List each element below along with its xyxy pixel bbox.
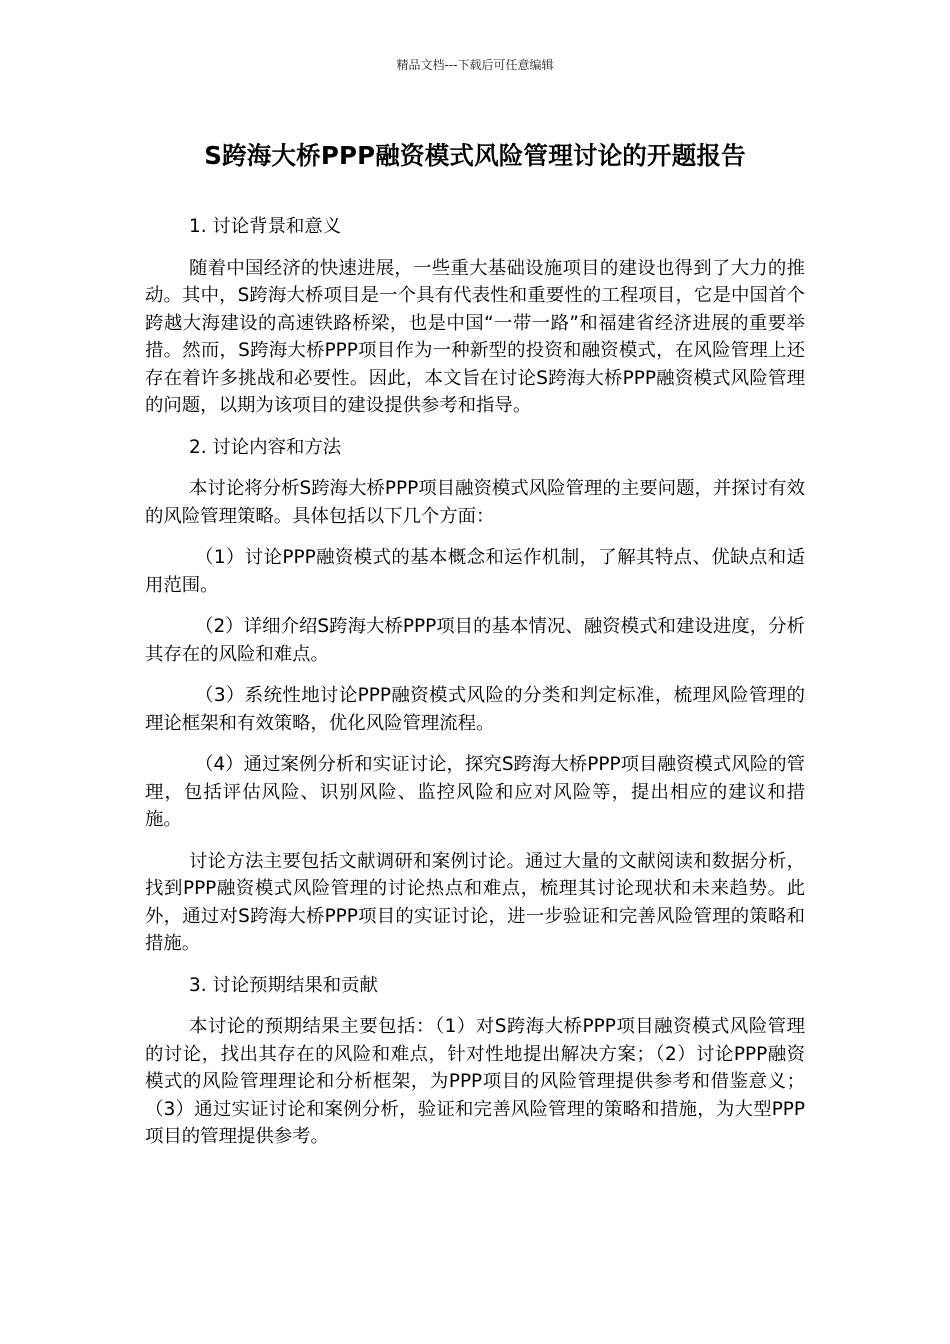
section-1-heading: 1. 讨论背景和意义 bbox=[189, 216, 342, 237]
section-2-item-4: （4）通过案例分析和实证讨论，探究S跨海大桥PPP项目融资模式风险的管理，包括评估风险、识别风险、监控风险和应对风险等，提出相应的建议和措施。 bbox=[145, 754, 805, 830]
section-3-paragraph: 本讨论的预期结果主要包括：（1）对S跨海大桥PPP项目融资模式风险管理的讨论，找出其存在的风险和难点，针对性地提出解决方案；（2）讨论PPP融资模式的风险管理理论和分析框架，为PPP项目的风险管理提供参考和借鉴意义；（3）通过实证讨论和案例分析，验证和完善风险管理的策略和措施，为大型PPP项目的管理提供参考。 bbox=[145, 1016, 805, 1147]
document-body bbox=[145, 213, 805, 1165]
section-3-heading: 3. 讨论预期结果和贡献 bbox=[189, 974, 378, 996]
section-2-item-1: （1）讨论PPP融资模式的基本概念和运作机制，了解其特点、优缺点和适用范围。 bbox=[145, 547, 805, 596]
document-title: S跨海大桥PPP融资模式风险管理讨论的开题报告 bbox=[204, 141, 746, 170]
section-2-item-3: （3）系统性地讨论PPP融资模式风险的分类和判定标准，梳理风险管理的理论框架和有效策略，优化风险管理流程。 bbox=[145, 685, 805, 734]
section-2-closing: 讨论方法主要包括文献调研和案例讨论。通过大量的文献阅读和数据分析，找到PPP融资模式风险管理的讨论热点和难点，梳理其讨论现状和未来趋势。此外，通过对S跨海大桥PPP项目的实证讨论，进一步验证和完善风险管理的策略和措施。 bbox=[145, 850, 805, 954]
section-2-heading: 2. 讨论内容和方法 bbox=[189, 436, 342, 458]
section-2-item-2: （2）详细介绍S跨海大桥PPP项目的基本情况、融资模式和建设进度，分析其存在的风险和难点。 bbox=[145, 616, 805, 665]
section-1-paragraph: 随着中国经济的快速进展，一些重大基础设施项目的建设也得到了大力的推动。其中，S跨海大桥项目是一个具有代表性和重要性的工程项目，它是中国首个跨越大海建设的高速铁路桥梁，也是中国“一带一路”和福建省经济进展的重要举措。然而，S跨海大桥PPP项目作为一种新型的投资和融资模式，在风险管理上还存在着许多挑战和必要性。因此，本文旨在讨论S跨海大桥PPP融资模式风险管理的问题，以期为该项目的建设提供参考和指导。 bbox=[145, 257, 805, 416]
section-2-intro: 本讨论将分析S跨海大桥PPP项目融资模式风险管理的主要问题，并探讨有效的风险管理策略。具体包括以下几个方面： bbox=[145, 478, 805, 527]
page-header: 精品文档---下载后可任意编辑 bbox=[396, 58, 554, 72]
